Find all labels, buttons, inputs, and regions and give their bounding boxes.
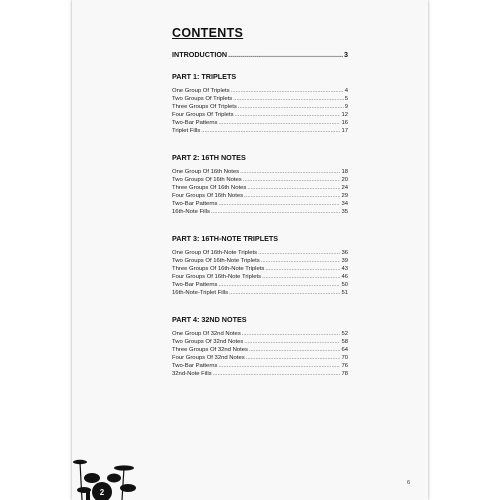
dot-leader [228,50,343,59]
toc-entry-page: 46 [341,274,348,280]
toc-entry-label: Three Groups Of Triplets [172,104,237,110]
toc-entry-label: 32nd-Note Fills [172,371,212,377]
page-number: 6 [406,480,410,486]
toc-entry-label: Three Groups Of 16th Notes [172,185,247,191]
part-title: PART 3: 16TH-NOTE TRIPLETS [172,234,279,243]
toc-part-4 [172,315,348,378]
toc-entry [172,249,348,257]
dot-leader [247,184,340,192]
toc-entry-page: 20 [341,177,348,183]
toc-entry-page: 5 [344,96,348,102]
toc-entry-label: One Group Of 32nd Notes [172,331,241,337]
logo-number: 2 [99,488,105,497]
toc-entry [172,168,348,176]
dot-leader [231,87,344,95]
toc-entry-label: One Group Of Triplets [172,88,230,94]
toc-entry [172,346,348,354]
dot-leader [242,330,341,338]
toc-entry-page: 29 [341,193,348,199]
toc-entry-page: 24 [341,185,348,191]
toc-entry-label: Two-Bar Patterns [172,120,218,126]
dot-leader [219,200,341,208]
dot-leader [201,127,340,135]
toc-entry-page: 17 [341,128,348,134]
toc-entry-introduction [172,50,348,59]
dot-leader [235,111,341,119]
toc-entry-page: 50 [341,282,348,288]
toc-entry-page: 78 [341,371,348,377]
toc-entry-label: Four Groups Of Triplets [172,112,234,118]
dot-leader [262,273,340,281]
dot-leader [219,281,341,289]
contents-title: CONTENTS [172,26,244,40]
toc-entry [172,330,348,338]
toc-entry-label: Two Groups Of 16th-Note Triplets [172,258,260,264]
toc-entry-label: Two Groups Of Triplets [172,96,233,102]
dot-leader [211,208,340,216]
dot-leader [265,265,340,273]
toc-entry-page: 36 [341,250,348,256]
toc-entry-label: One Group Of 16th-Note Triplets [172,250,258,256]
toc-entry-page: 76 [341,363,348,369]
dot-leader [244,192,340,200]
toc-entry [172,281,348,289]
dot-leader [244,338,340,346]
toc-entry-label: Two Groups Of 16th Notes [172,177,242,183]
dot-leader [213,370,341,378]
toc-entry-page: 58 [341,339,348,345]
toc-part-2 [172,153,348,216]
toc-entry-label: One Group Of 16th Notes [172,169,240,175]
toc-entry [172,127,348,135]
dot-leader [219,362,341,370]
toc-entry-page: 64 [341,347,348,353]
part-title: PART 1: TRIPLETS [172,72,237,81]
dot-leader [261,257,341,265]
toc-entry-label: Three Groups Of 16th-Note Triplets [172,266,265,272]
dot-leader [240,168,340,176]
dot-leader [219,119,341,127]
toc-entry-page: 51 [341,290,348,296]
toc-entry [172,289,348,297]
toc-entry-page: 3 [344,50,348,59]
toc-entry [172,354,348,362]
toc-entry-page: 9 [344,104,348,110]
toc-entry-label: Two Groups Of 32nd Notes [172,339,244,345]
document-page [72,0,428,500]
toc-part-3 [172,234,348,297]
toc-entry [172,119,348,127]
toc-entry [172,95,348,103]
toc-entry-label: Triplet Fills [172,128,201,134]
dot-leader [246,354,341,362]
toc-entry [172,192,348,200]
toc-entry-label: INTRODUCTION [172,50,228,59]
toc-part-1 [172,72,348,135]
toc-entry-label: Four Groups Of 32nd Notes [172,355,245,361]
table-of-contents [172,26,348,396]
toc-entry [172,273,348,281]
toc-entry [172,200,348,208]
toc-entry [172,208,348,216]
toc-entry-page: 52 [341,331,348,337]
toc-entry-page: 43 [341,266,348,272]
toc-entry [172,370,348,378]
part-title: PART 4: 32ND NOTES [172,315,247,324]
part-title: PART 2: 16TH NOTES [172,153,246,162]
toc-entry-label: Four Groups Of 16th Notes [172,193,244,199]
toc-entry-page: 34 [341,201,348,207]
toc-entry-page: 70 [341,355,348,361]
drum-kit-logo-icon [72,456,142,500]
dot-leader [258,249,340,257]
toc-entry [172,176,348,184]
dot-leader [233,95,343,103]
toc-entry [172,362,348,370]
toc-entry [172,103,348,111]
toc-entry-label: 16th-Note Fills [172,209,210,215]
toc-entry-label: Three Groups Of 32nd Notes [172,347,248,353]
toc-entry-label: 16th-Note-Triplet Fills [172,290,229,296]
toc-entry-page: 35 [341,209,348,215]
toc-entry-page: 16 [341,120,348,126]
toc-entry-page: 39 [341,258,348,264]
toc-entry-page: 18 [341,169,348,175]
toc-entry-label: Two-Bar Patterns [172,363,218,369]
dot-leader [229,289,340,297]
toc-entry [172,87,348,95]
toc-entry-page: 4 [344,88,348,94]
toc-entry-label: Two-Bar Patterns [172,282,218,288]
toc-entry [172,265,348,273]
dot-leader [243,176,341,184]
toc-entry [172,111,348,119]
dot-leader [249,346,340,354]
dot-leader [238,103,344,111]
toc-entry-label: Two-Bar Patterns [172,201,218,207]
toc-entry [172,257,348,265]
toc-entry [172,184,348,192]
toc-entry [172,338,348,346]
toc-entry-page: 12 [341,112,348,118]
toc-entry-label: Four Groups Of 16th-Note Triplets [172,274,262,280]
